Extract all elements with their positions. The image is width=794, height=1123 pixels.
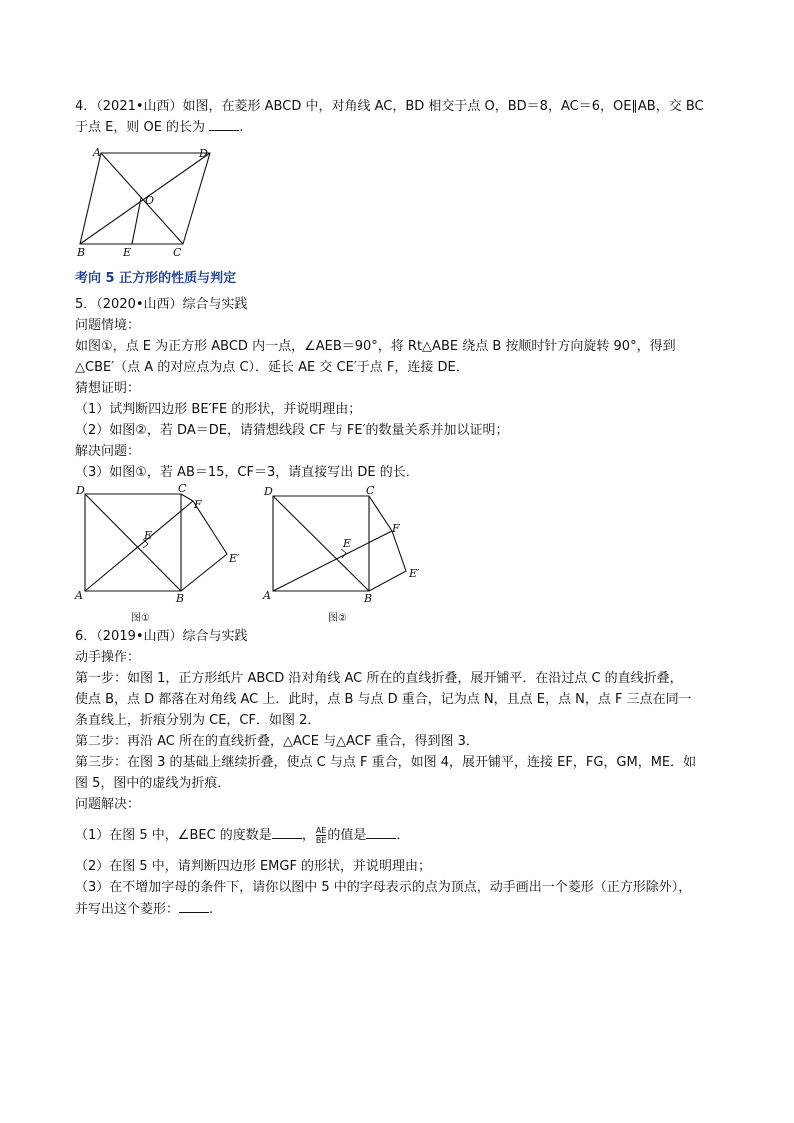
caption-fig-1: 图①: [131, 613, 150, 624]
label-c: C: [173, 246, 182, 259]
q6-l9c: 的值是: [327, 828, 367, 843]
answer-blank: [366, 826, 396, 839]
q6-l5: 第二步：再沿 AC 所在的直线折叠，△ACE 与△ACF 重合，得到图 3．: [75, 734, 479, 749]
answer-blank: [209, 118, 239, 131]
label-b-1: B: [176, 592, 185, 605]
line-af-1: [85, 501, 193, 591]
fraction-denominator: BE: [315, 836, 327, 845]
q5-l5: （1）试判断四边形 BE′FE 的形状，并说明理由；: [75, 402, 362, 417]
q5-head: 5．（2020•山西）综合与实践: [75, 297, 248, 312]
q6-l12a: 并写出这个菱形：: [75, 902, 180, 917]
label-e-prime-2: E′: [409, 567, 420, 580]
q5-l6: （2）如图②，若 DA＝DE，请猜想线段 CF 与 FE′的数量关系并加以证明；: [75, 423, 509, 438]
line-db-2: [273, 496, 369, 591]
q6-l9a: （1）在图 5 中，∠BEC 的度数是: [75, 828, 272, 843]
label-c-2: C: [366, 484, 375, 497]
q6-l7: 图 5，图中的虚线为折痕．: [75, 776, 231, 791]
answer-blank: [272, 826, 302, 839]
q4-line1: 4．（2021•山西）如图，在菱形 ABCD 中，对角线 AC，BD 相交于点 O，BD＝8，AC＝6，OE∥AB，交 BC: [75, 99, 704, 114]
fraction-ae-be: [316, 826, 327, 845]
label-a-2: A: [263, 589, 271, 602]
section-title: 考向 5 正方形的性质与判定: [75, 271, 237, 286]
label-d: D: [199, 147, 208, 160]
label-c-1: C: [178, 482, 187, 495]
caption-fig-2: 图②: [328, 613, 347, 624]
line-db-1: [85, 494, 181, 591]
triangle-cbe-2: [369, 496, 406, 591]
label-d-1: D: [76, 484, 85, 497]
label-e-prime-1: E′: [229, 552, 240, 565]
q4-line2-post: .: [239, 120, 244, 135]
label-a: A: [93, 146, 101, 159]
q6-l9d: ．: [396, 828, 410, 843]
rhombus-figure: [75, 140, 225, 265]
label-a-1: A: [75, 589, 83, 602]
q6-l1: 动手操作：: [75, 650, 141, 665]
label-o: O: [145, 194, 155, 207]
q6-l12b: .: [209, 902, 214, 917]
q5-l1: 问题情境：: [75, 318, 141, 333]
q5-l4: 猜想证明：: [75, 381, 141, 396]
triangle-cbe-1: [181, 494, 227, 591]
q6-l4: 条直线上，折痕分别为 CE，CF．如图 2．: [75, 713, 321, 728]
label-e: E: [123, 246, 132, 259]
q6-l8: 问题解决：: [75, 797, 141, 812]
q4-line2-pre: 于点 E，则 OE 的长为: [75, 120, 206, 135]
line-af-2: [273, 531, 392, 591]
q6-l6: 第三步：在图 3 的基础上继续折叠，使点 C 与点 F 重合，如图 4，展开铺平，连接 EF，FG，GM，ME．如: [75, 755, 697, 770]
q6-l9b: ，: [301, 828, 315, 843]
answer-blank: [179, 900, 209, 913]
square-figure-1: [75, 484, 255, 624]
q6-l12: [75, 900, 213, 919]
q6-l3: 使点 B，点 D 都落在对角线 AC 上．此时，点 B 与点 D 重合，记为点 N，且点 E，点 N，点 F 三点在同一: [75, 692, 692, 707]
label-b-2: B: [364, 592, 373, 605]
diagonal-ac: [101, 153, 183, 244]
q5-l8: （3）如图①，若 AB＝15，CF＝3，请直接写出 DE 的长．: [75, 465, 419, 480]
square-figure-2: [263, 484, 443, 624]
q6-head: 6．（2019•山西）综合与实践: [75, 629, 248, 644]
label-f-2: F: [392, 522, 400, 535]
q6-l2: 第一步：如图 1，正方形纸片 ABCD 沿对角线 AC 所在的直线折叠，展开铺平．在沿过点 C 的直线折叠，: [75, 671, 683, 686]
q4-line2: [75, 118, 243, 137]
q5-l2: 如图①，点 E 为正方形 ABCD 内一点，∠AEB＝90°，将 Rt△ABE 绕点 B 按顺时针方向旋转 90°，得到: [75, 339, 676, 354]
q6-l11: （3）在不增加字母的条件下，请你以图中 5 中的字母表示的点为顶点，动手画出一个菱形（正方形除外），: [75, 880, 692, 895]
label-b: B: [77, 246, 86, 259]
fraction-numerator: AE: [315, 826, 327, 835]
label-e-1: E: [144, 529, 153, 542]
label-d-2: D: [264, 485, 273, 498]
q6-l9: [75, 826, 409, 845]
q5-l7: 解决问题：: [75, 444, 141, 459]
label-f-1: F: [194, 498, 202, 511]
q6-l10: （2）在图 5 中，请判断四边形 EMGF 的形状，并说明理由；: [75, 859, 432, 874]
label-e-2: E: [343, 537, 352, 550]
q5-l3: △CBE′（点 A 的对应点为点 C）．延长 AE 交 CE′于点 F，连接 DE．: [75, 360, 469, 375]
